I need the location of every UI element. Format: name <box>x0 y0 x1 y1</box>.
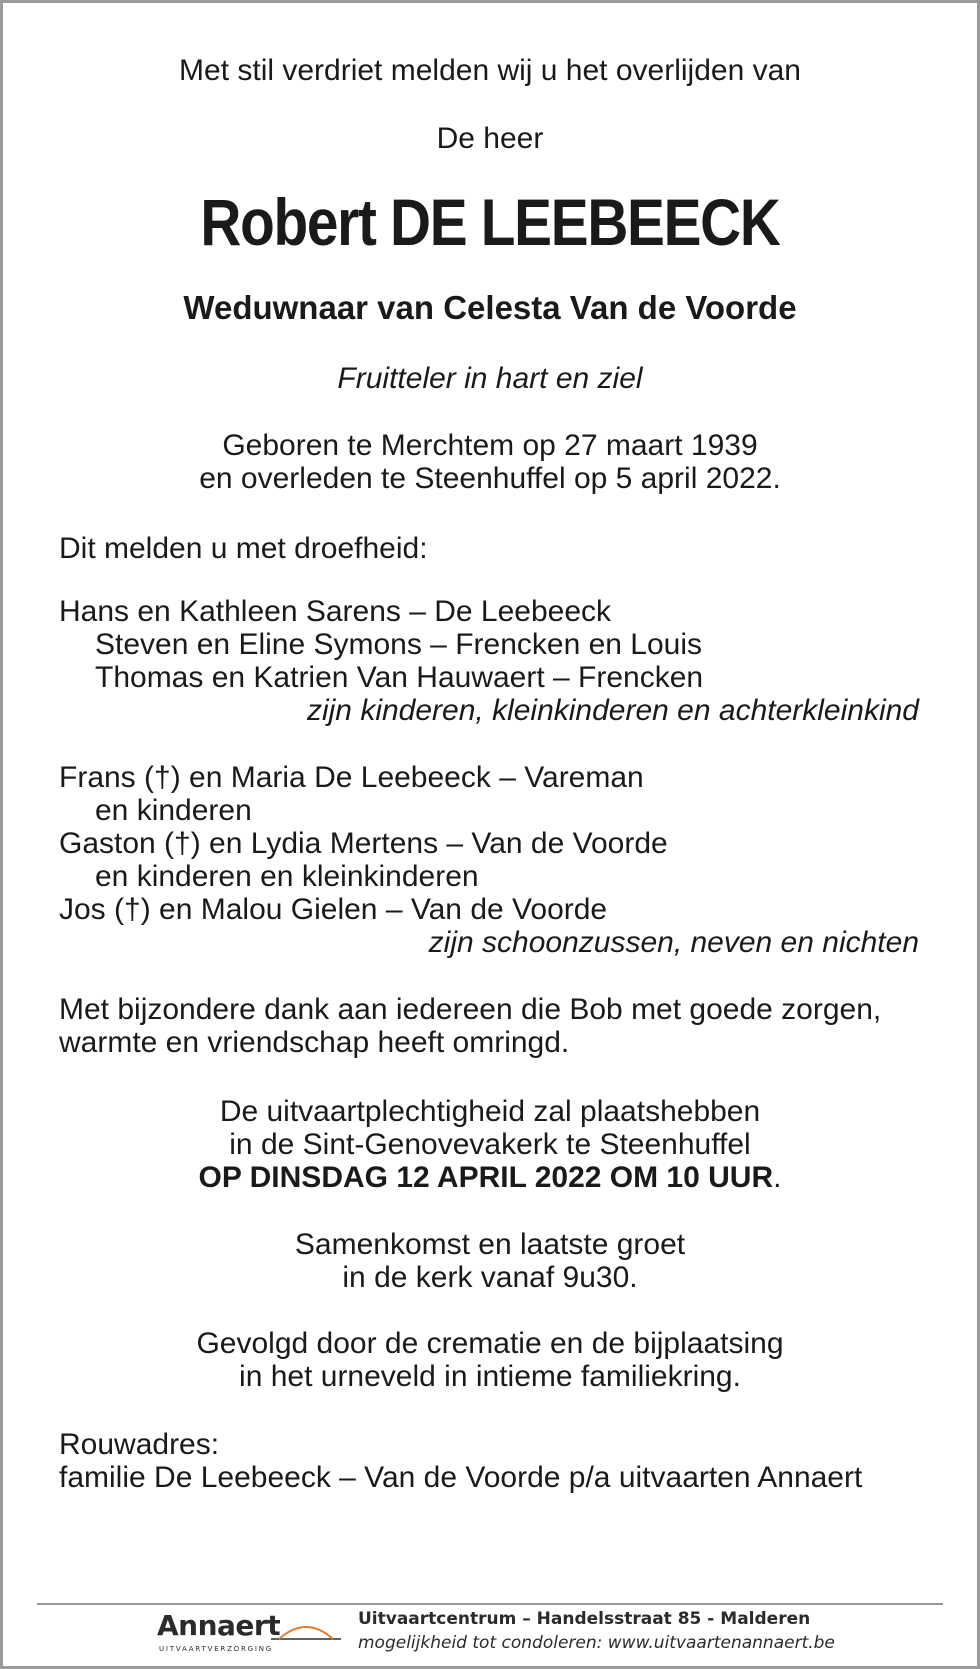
family-line: Thomas en Katrien Van Hauwaert – Frencken <box>95 661 704 694</box>
family-line: Hans en Kathleen Sarens – De Leebeeck <box>59 595 612 628</box>
annaert-logo <box>151 1609 341 1659</box>
family-line: Frans (†) en Maria De Leebeeck – Vareman <box>59 761 644 794</box>
family-line: Jos (†) en Malou Gielen – Van de Voorde <box>59 893 608 926</box>
cremation-line: in het urneveld in intieme familiekring. <box>239 1360 741 1393</box>
funeral-center-address: Uitvaartcentrum – Handelsstraat 85 - Malderen <box>358 1609 811 1629</box>
condolence-info: mogelijkheid tot condoleren: www.uitvaartenannaert.be <box>358 1633 835 1653</box>
family-line: Gaston (†) en Lydia Mertens – Van de Voorde <box>59 827 668 860</box>
birth-line: Geboren te Merchtem op 27 maart 1939 <box>222 429 758 462</box>
family-line: en kinderen <box>95 794 252 827</box>
address-label: Rouwadres: <box>59 1428 220 1461</box>
footer-divider <box>37 1603 943 1605</box>
ceremony-line: in de Sint-Genovevakerk te Steenhuffel <box>229 1128 751 1161</box>
ceremony-datetime <box>3 1160 977 1196</box>
thanks-line: Met bijzondere dank aan iedereen die Bob met goede zorgen, <box>59 993 882 1026</box>
address-value: familie De Leebeeck – Van de Voorde p/a uitvaarten Annaert <box>59 1461 863 1494</box>
ceremony-date: OP DINSDAG 12 APRIL 2022 OM 10 UUR <box>198 1161 774 1194</box>
family-relation: zijn kinderen, kleinkinderen en achterkleinkind <box>306 694 919 727</box>
intro-text: Met stil verdriet melden wij u het overlijden van <box>179 54 801 87</box>
family-line: en kinderen en kleinkinderen <box>95 860 479 893</box>
ceremony-period: . <box>773 1161 782 1194</box>
logo-name: Annaert <box>157 1609 281 1642</box>
thanks-line: warmte en vriendschap heeft omringd. <box>59 1026 570 1059</box>
widower-of: Weduwnaar van Celesta Van de Voorde <box>183 289 797 326</box>
announce-text: Dit melden u met droefheid: <box>59 532 428 565</box>
logo-tagline: UITVAARTVERZORGING <box>159 1645 274 1653</box>
sunrise-arc-icon <box>271 1617 341 1647</box>
deceased-name: Robert DE LEEBEECK <box>200 185 780 259</box>
salutation: De heer <box>436 122 544 155</box>
gathering-line: Samenkomst en laatste groet <box>294 1228 686 1261</box>
family-relation: zijn schoonzussen, neven en nichten <box>428 926 919 959</box>
family-line: Steven en Eline Symons – Frencken en Louis <box>95 628 703 661</box>
gathering-line: in de kerk vanaf 9u30. <box>342 1261 638 1294</box>
ceremony-line: De uitvaartplechtigheid zal plaatshebben <box>219 1095 761 1128</box>
motto: Fruitteler in hart en ziel <box>337 362 643 395</box>
death-line: en overleden te Steenhuffel op 5 april 2022. <box>199 462 781 495</box>
cremation-line: Gevolgd door de crematie en de bijplaatsing <box>196 1327 784 1360</box>
